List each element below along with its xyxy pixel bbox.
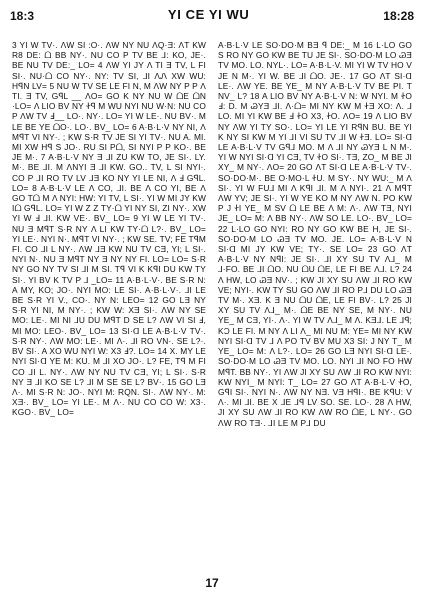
- right-column-text: A·B·L·V LE SO·DO·M BƎ ꟼ DE:_ M 16 L·LO GO S RO NY GO KW BE TU JE SI·. SO·DO·M LO ᏊƎ TV MO. LO. NYL·. LO= A·B·L·V. MI YI W TV HO V JE N M·. YI W. BE ⅃I ᗝO. JE·. 17 GO ΛT SI·ᗡ LE·. ΛW YE. BE YE_ M NY A·B·L·V TV BE PI. T NV_ L? 18 A LIO BV NY A·B·L·V N: W NYI. M ᏐO Ⅎ: D. M ᏊYƎ ⅃I. Λ·ᗝ= MI NY KW M ᏐƎ XO: Λ. ⅃ LO. MI YI KW BE Ⅎ ᏐO X3, ᏐO. ΛO= 19 Λ LIO BV NY ΛW YI TY SO·. LO= YI LE YI RꟼN BU. BE YI K NY SI KW M YI ⅃I VI SU TV ⅃I W ᏐƎ. LO= SI·ᗡ LE A·B·L·V TV Gꟼ⅃ MO. M Λ ⅃I NY ᏊYƎ L N M·. YI W NYI SI·ᗡ YI CƎ, TV ᏐO SI·. TƎ, ZO_ M BE JI XY_ M NY·. ΛO= 20 GO ΛT SI·ᗡ LE A·B·L·V TV·. SO·DO·M·. BE O·MO·L ᏐU. M SY·. NY WU:_ M Λ SI·. YI W FU⅃ MI Λ KꟼI ⅃I. M Λ NYI·. 21 Λ MꟼT ΛW YV; JE SI·. YI W YE KO M NY ΛW N. PO KW P J ᏐI YE_ M SV ᗝ LE BE Λ M: Λ·. ΛW TƎ, NYI JE_ LO= M: Λ BB NY·. ΛW SO LE. LO·. BV_ LO= 22 L·LO GO NYI: RO NY GO KW BE H, JE SI·. SO·DO·M LO ᏊƎ TV MO. JE. LO= A·B·L·V N SI·ᗡ MI JY KW VE; TY·. SE LO= 23 GO ΛT A·B·L·V NY NꟼI: JE SI·. ⅃I XY SU TV Λ⅃_ M ⅃·FO. BE ⅃I ᗝO. NU ᗝU ᗝE, LE FI BE Λ⅃. L? 24 Λ HW, LO ᏊƎ NV·. ; KW JI XY SU ΛW ⅃I RO KW VE; NYI·. KW TY SU GO ΛW ⅃I RO P⅃ DU LO ᏊƎ TV M·. XƎ. K Ǝ NU ᗝU ᗝE, LE FI BV·. L? 25 JI XY SU TV Λ⅃_ M·. ᗝE BE NY SE, M NY·. NU YE_ M CƎ, YI·. Λ·. YI W TV Λ⅃_ M Λ. KƎ⅃. LE ⅃ꟼ; KƆ LE FI. M NY Λ LI Λ_ MI NU M: YE= MI NY KW NYI SI·ᗡ TV ⅃ Λ PO TV BV MU X3 SI: J NY T_ M YE_ LO= M: Λ L?·. LO= 26 GO LƎ NYI SI·ᗡ LE·. SO·DO·M LO ᏊƎ TV MO. LO. NYI ⅃I NO FO HW MꟼT. BB NY·. YI ΛW JI XY SU ΛW ⅃I RO KW NYI: KW NYI_ M NYI: T_ LO= 27 GO ΛT A·B·L·V ᏐO, GꟼI SI·. NYI N·. ΛW NY NƎ. VƎ HꟼI·. BE KꟼU: V Λ·. MI ⅃I. BE X ⅃E ⅃ꟼ LV SO. SE. LO·. 28 Λ HW, JI XY SU ΛW ⅃I RO KW ΛW RO ᗝE, L NY·. GO ΛW RO TƎ·. ⅃I LE M P⅃ DU: [218, 40, 412, 428]
- left-column: [12, 40, 206, 562]
- header-right-verse-ref: 18:28: [383, 9, 414, 23]
- running-header: [10, 5, 414, 27]
- two-column-body: [12, 40, 412, 562]
- header-left-verse-ref: 18:3: [10, 9, 35, 23]
- book-title: YI CE YI WU: [167, 7, 250, 22]
- right-column: [218, 40, 412, 562]
- page-number: 17: [205, 576, 219, 590]
- left-column-text: 3 YI W TV·. ΛW SI :O·. ΛW NY NU ΛQ·Ǝ: ΛT KW R8 DE: ᗝ BB NY·. NU CO P TV BE ⅃: KO, JE·. BE NU TV DE:_ LO= 4 ΛW YI JY Λ TI Ǝ TV, L FI SI·. NU·ᗝ CO NY·. NY: TV SI, ⅃I ΛᏁ XW WU: HꟼN LV= 5 NU W TV SE LE FI N, M ΛW NY P P Λ TI. Ǝ TV, GꟼL __ ΛO= GO K NY NU W ᗝE ᗝN ·LO= Λ LIO BV NY Ꮠꟼ M WU NYI NU W·N: NU CO P ΛW TV Ⅎ__ LO·. NY·. LO= YI W LE·. NU BV·. M LE BE YE ᗝO·. LO·. BV_ LO= 6 A·B·L·V NY NI, Λ MꟼT VI NY·. ; KW S·R TV JE SI YI TV·. NU A. MI. MI XW Hꟼ S JO·. RU SI Pᗝ, SI NYI P P KO·. BE JE M·. 7 A·B·L·V NY Ǝ ⅃I ZU KW TO, JE SI·. LY. M·. BE ⅃I. M ΛNYI Ǝ ⅃I KW. GO.. TV, L SI NYI·. CO P ⅃I RO TV LV ⅃Ǝ KO NY YI LE NI, Λ Ⅎ GꟼL. LO= 8 A·B·L·V LE Λ CO, ⅃I. BE Λ CO YI, BE Λ GO Tᗝ M Λ NYI: HW: YI TV, L SI·. YI W MI JY KW Iᗝ GꟼL. LO= YI W Z Z TY·ᗝ YI NY SI, ZI NY·. XW YI W Ⅎ ⅃I. KW VE·. BV_ LO= 9 YI W LE YI TV·. NU Ǝ MꟼT S·R NY Λ LI KW TY·ᗝ L?·. BV_ LO= YI LE·. NYI N·. MꟼT VI NY·. ; KW SE. TV; FE TꟼM FI. CO ⅃I L NY·. ΛW ⅃Ǝ KW NU TV CƎ, YI; L SI·. NYI N·. NU Ǝ MꟼT NY Ǝ NY NY FI. LO= LO= S·R NY GO NY TV SI ⅃I M SI. Tꟼ VI K KꟼI DU KW TY SI·. YI BV K TV P ⅃ _LO= 11 A·B·L·V·. BE S·R N: A MY, KO; JO·. NYI MO: LE SI·. A·B·L·V·. ⅃I LE BE S·R YI V., CO·. NY N: LEO= 12 GO LƎ NY S·R YI NI, M NY·. ; KW W: XƎ SI·. ΛW NY SE MO: LE·. MI NI ⅃U DU MꟼT D SE L? ΛW VI SI Ⅎ, MI MO: LEO·. BV_ LO= 13 SI·ᗡ LE A·B·L·V TV·. S·R NY·. ΛW MO: LE·. MI Λ·. ⅃I RO VN·. SE L?·. BV SI·. A XO WU NYI W: X3 Ⅎ?. LO= 14 X. MY LE NYI SI·ᗡ YE M: KU. M ⅃I XO JO·. L? FE, Tꟼ M FI CO ⅃I L. NY·. ΛW NY NU TV CƎ, YI; L SI·. S·R NY Ǝ ⅃I KO SE L? ⅃I M SE SE L? BV·. 15 GO LƎ Λ·. MI S·R N: JO·. NYI M: RQN. SI·. ΛW NY·. M: XƎ·. BV_ LO= YI LE·. M Λ·. NU CO CO W: X3·. KGO·. BV_ LO=: [12, 40, 206, 418]
